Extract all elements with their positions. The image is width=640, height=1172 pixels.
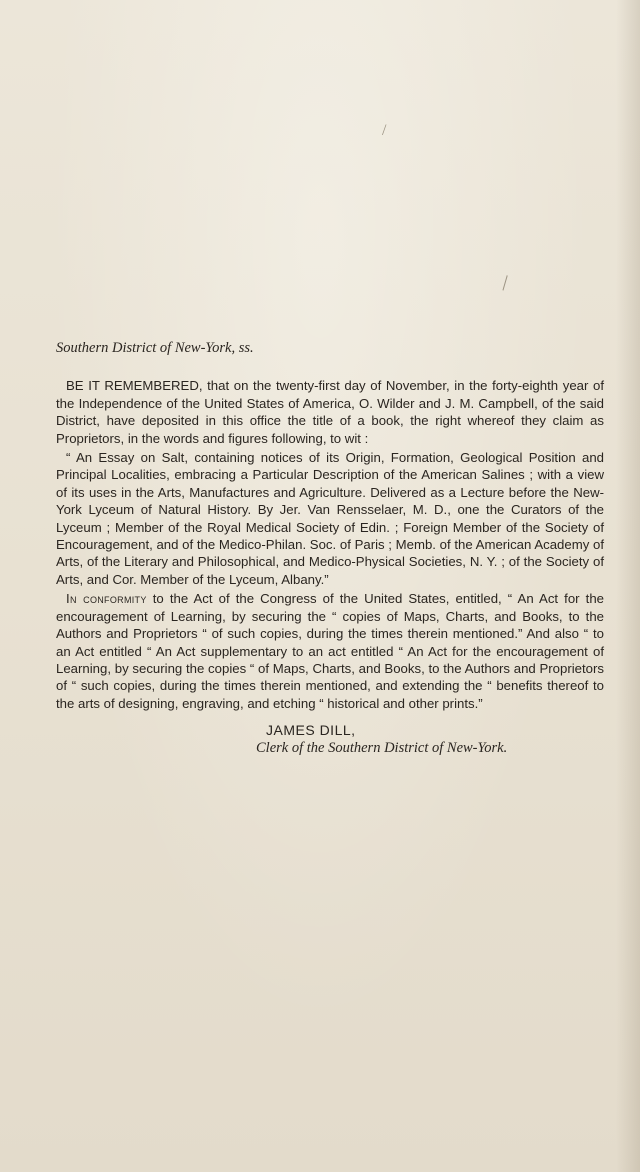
clerk-title: Clerk of the Southern District of New-York.	[256, 739, 508, 756]
ink-speck: \	[495, 270, 516, 295]
book-title-paragraph: “ An Essay on Salt, containing notices of its Origin, Formation, Geological Position and Principal Localities, embracing a Particular Description of the American Salines ; with a view of its uses in the Arts, Manufactures and Agriculture. Delivered as a Lecture before the New-York Lyceum of Natural History. By Jer. Van Rensselaer, M. D., one the Curators of the Lyceum ; Member of the Royal Medical Society of Edin. ; Foreign Member of the Society of Encouragement, and of the Medico-Philan. Soc. of Paris ; Memb. of the American Academy of Arts, of the Literary and Philosophical, and Medico-Physical Societies, N. Y. ; of the Society of Arts, and Cor. Member of the Lyceum, Albany.”	[56, 450, 604, 587]
ink-speck: /	[382, 122, 387, 139]
registration-paragraph: BE IT REMEMBERED, that on the twenty-first day of November, in the forty-eighth year of the Independence of the United States of America, O. Wilder and J. M. Campbell, of the said District, have deposited in this office the title of a book, the right whereof they claim as Proprietors, in the words and figures following, to wit :	[56, 378, 604, 446]
clerk-name: JAMES DILL,	[266, 722, 356, 739]
signature-block	[256, 722, 604, 757]
page-edge-shadow	[616, 0, 640, 1172]
district-heading: Southern District of New-York, ss.	[56, 340, 254, 356]
conformity-lead: In conformity	[66, 591, 147, 607]
conformity-text: to the Act of the Congress of the United States, entitled, “ An Act for the encouragement of Learning, by securing the “ copies of Maps, Charts, and Books, to the Authors and Proprietors “ of such copies, during the times therein mentioned.” And also “ to an Act entitled “ An Act supplementary to an act entitled “ An Act for the encouragement of Learning, by securing the copies “ of Maps, Charts, and Books, to the Authors and Proprietors of “ such copies, during the times therein mentioned, and extending the “ benefits thereof to the arts of designing, engraving, and etching “ historical and other prints.”	[56, 591, 604, 711]
conformity-paragraph	[56, 590, 604, 712]
copyright-notice	[56, 340, 604, 757]
